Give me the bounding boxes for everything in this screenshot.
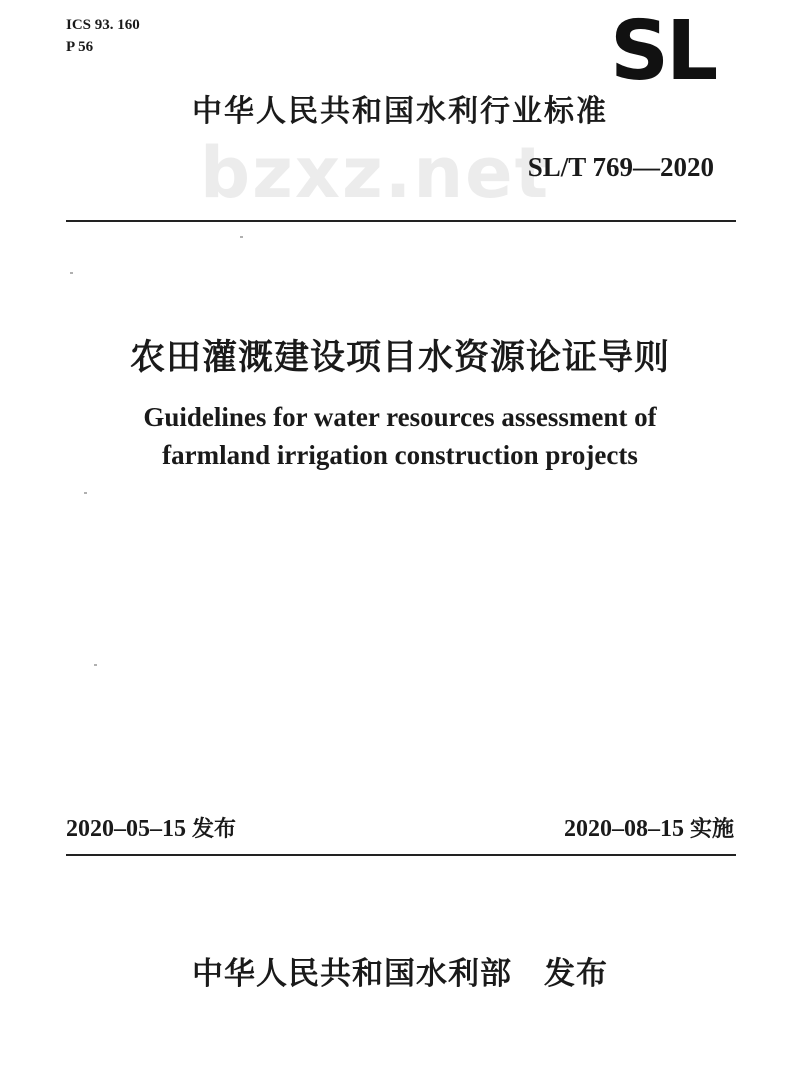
speck — [240, 236, 243, 238]
title-en-line-1: Guidelines for water resources assessment of — [143, 402, 657, 432]
standard-title: 中华人民共和国水利行业标准 — [192, 94, 608, 129]
issue-date-block — [66, 812, 236, 843]
category-code: P 56 — [66, 39, 94, 55]
publisher: 中华人民共和国水利部 发布 — [192, 956, 608, 992]
ics-code-block — [66, 14, 140, 58]
bottom-divider — [66, 854, 736, 856]
effective-label: 实施 — [689, 817, 734, 842]
ics-code: ICS 93. 160 — [66, 17, 140, 33]
speck — [94, 664, 97, 666]
effective-date-block — [564, 812, 734, 843]
speck — [70, 272, 73, 274]
title-en-line-2: farmland irrigation construction projects — [162, 440, 638, 470]
effective-date: 2020–08–15 — [563, 816, 684, 842]
issue-label: 发布 — [192, 817, 237, 842]
document-title-cn: 农田灌溉建设项目水资源论证导则 — [129, 338, 670, 378]
watermark: bzxz.net — [200, 132, 551, 214]
issue-date: 2020–05–15 — [66, 816, 186, 842]
top-divider — [66, 220, 736, 222]
sl-logo: SL — [610, 4, 716, 99]
document-title-en — [0, 398, 800, 474]
standard-number: SL/T 769—2020 — [527, 152, 714, 182]
speck — [84, 492, 87, 494]
